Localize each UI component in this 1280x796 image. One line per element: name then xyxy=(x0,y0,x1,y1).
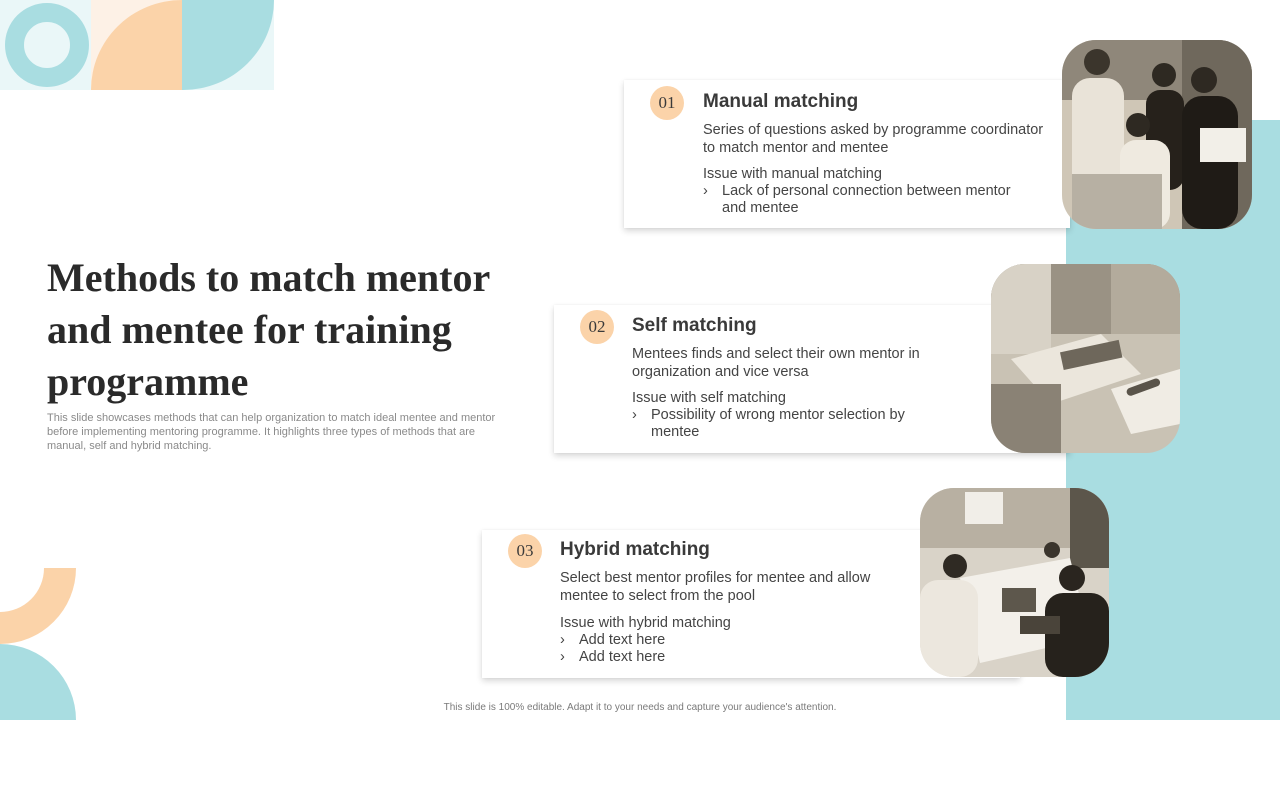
documents-review-photo xyxy=(991,264,1180,453)
issue-bullet xyxy=(560,649,860,666)
issue-bullet xyxy=(560,632,860,649)
chevron-right-icon: › xyxy=(560,649,565,665)
bullet-text: Add text here xyxy=(579,649,666,665)
card-title: Self matching xyxy=(632,315,757,336)
bullet-text: Add text here xyxy=(579,632,666,648)
step-number-badge: 01 xyxy=(650,86,684,120)
decorative-shapes-top-left xyxy=(0,0,274,90)
step-number-badge: 03 xyxy=(508,534,542,568)
step-number-badge: 02 xyxy=(580,310,614,344)
chevron-right-icon: › xyxy=(560,632,565,648)
decorative-quarter-teal xyxy=(0,644,76,796)
card-title: Hybrid matching xyxy=(560,539,710,560)
slide-footer-note: This slide is 100% editable. Adapt it to your needs and capture your audience's attention. xyxy=(443,702,837,713)
card-description: Series of questions asked by programme coordinator to match mentor and mentee xyxy=(703,122,1044,156)
issue-bullet xyxy=(632,407,912,441)
chevron-right-icon: › xyxy=(703,183,708,199)
team-meeting-photo xyxy=(1062,40,1252,229)
issue-label: Issue with self matching xyxy=(632,390,786,406)
issue-label: Issue with hybrid matching xyxy=(560,615,731,631)
slide-subtitle: This slide showcases methods that can help organization to match ideal mentee and mentor before implementing mentoring programme. It highlights three types of methods that are manual, self and hybrid matching. xyxy=(47,412,496,452)
bullet-text: Lack of personal connection between mentor and mentee xyxy=(722,183,1011,216)
office-collaboration-photo xyxy=(920,488,1109,677)
chevron-right-icon: › xyxy=(632,407,637,423)
card-description: Mentees finds and select their own mentor in organization and vice versa xyxy=(632,346,920,380)
card-title: Manual matching xyxy=(703,91,859,112)
bullet-text: Possibility of wrong mentor selection by mentee xyxy=(651,407,905,440)
card-description: Select best mentor profiles for mentee and allow mentee to select from the pool xyxy=(560,570,871,604)
issue-bullet xyxy=(703,183,1033,217)
issue-label: Issue with manual matching xyxy=(703,166,882,182)
slide-title: Methods to match mentor and mentee for training programme xyxy=(47,255,490,404)
